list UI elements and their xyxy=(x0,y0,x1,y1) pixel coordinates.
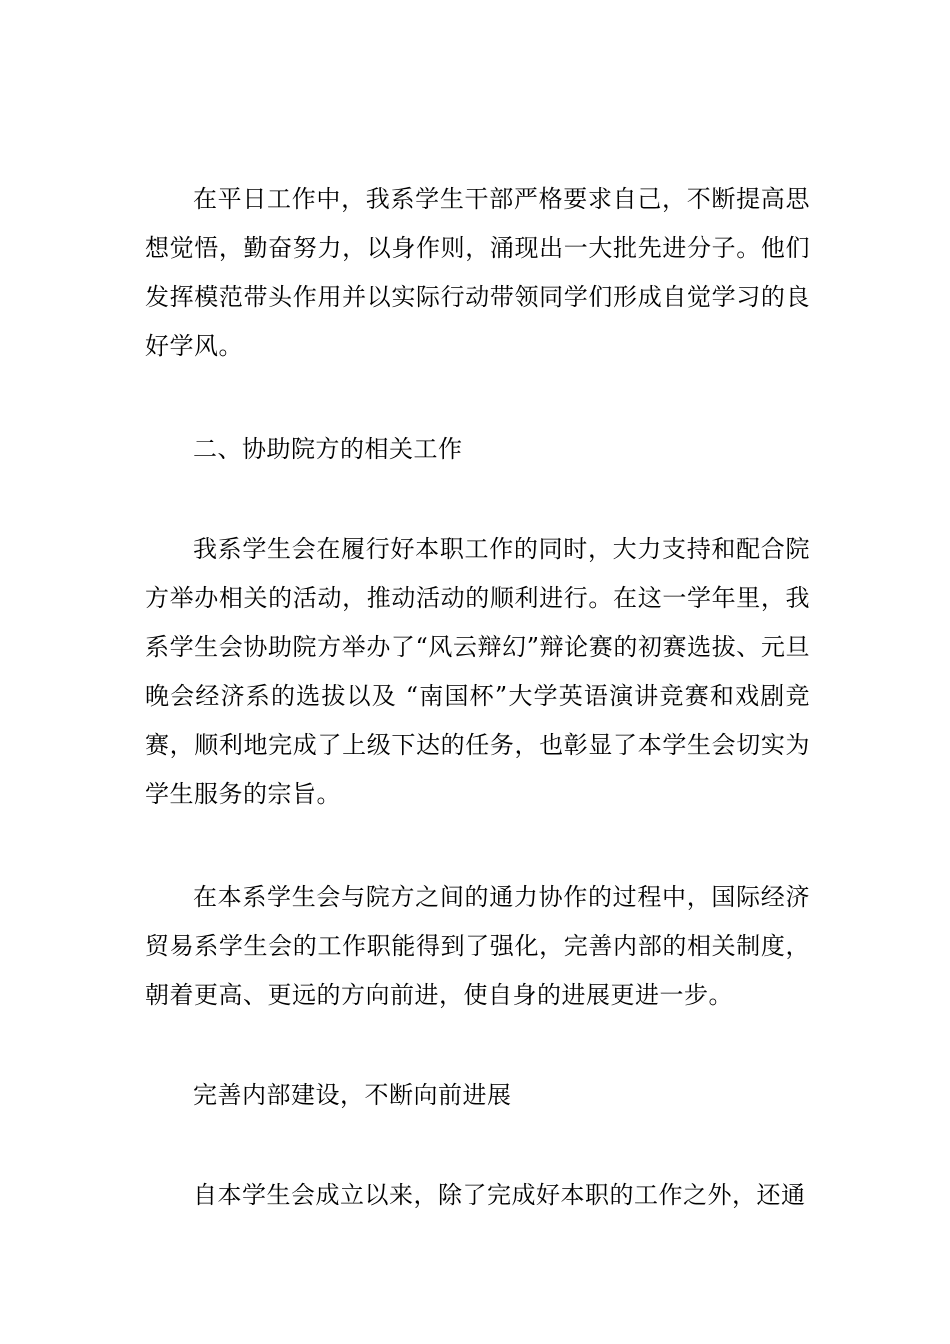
section-heading-assist-college: 二、协助院方的相关工作 xyxy=(193,435,463,463)
paragraph-cooperation: 在本系学生会与院方之间的通力协作的过程中，国际经济贸易系学生会的工作职能得到了强化，完善内部的相关制度，朝着更高、更远的方向前进，使自身的进展更进一步。 xyxy=(145,883,810,1009)
section-heading-internal-construction: 完善内部建设，不断向前进展 xyxy=(193,1081,512,1109)
paragraph-student-cadres: 在平日工作中，我系学生干部严格要求自己，不断提高思想觉悟，勤奋努力，以身作则，涌现出一大批先进分子。他们发挥模范带头作用并以实际行动带领同学们形成自觉学习的良好学风。 xyxy=(145,185,810,360)
paragraph-college-activities: 我系学生会在履行好本职工作的同时，大力支持和配合院方举办相关的活动，推动活动的顺利进行。在这一学年里，我系学生会协助院方举办了“风云辩幻”辩论赛的初赛选拔、元旦晚会经济系的选拔以及 “南国杯”大学英语演讲竞赛和戏剧竞赛，顺利地完成了上级下达的任务，也彰显了本学生会切实为学生服务的宗旨。 xyxy=(145,535,810,808)
paragraph-since-founding: 自本学生会成立以来，除了完成好本职的工作之外，还通 xyxy=(193,1181,806,1209)
